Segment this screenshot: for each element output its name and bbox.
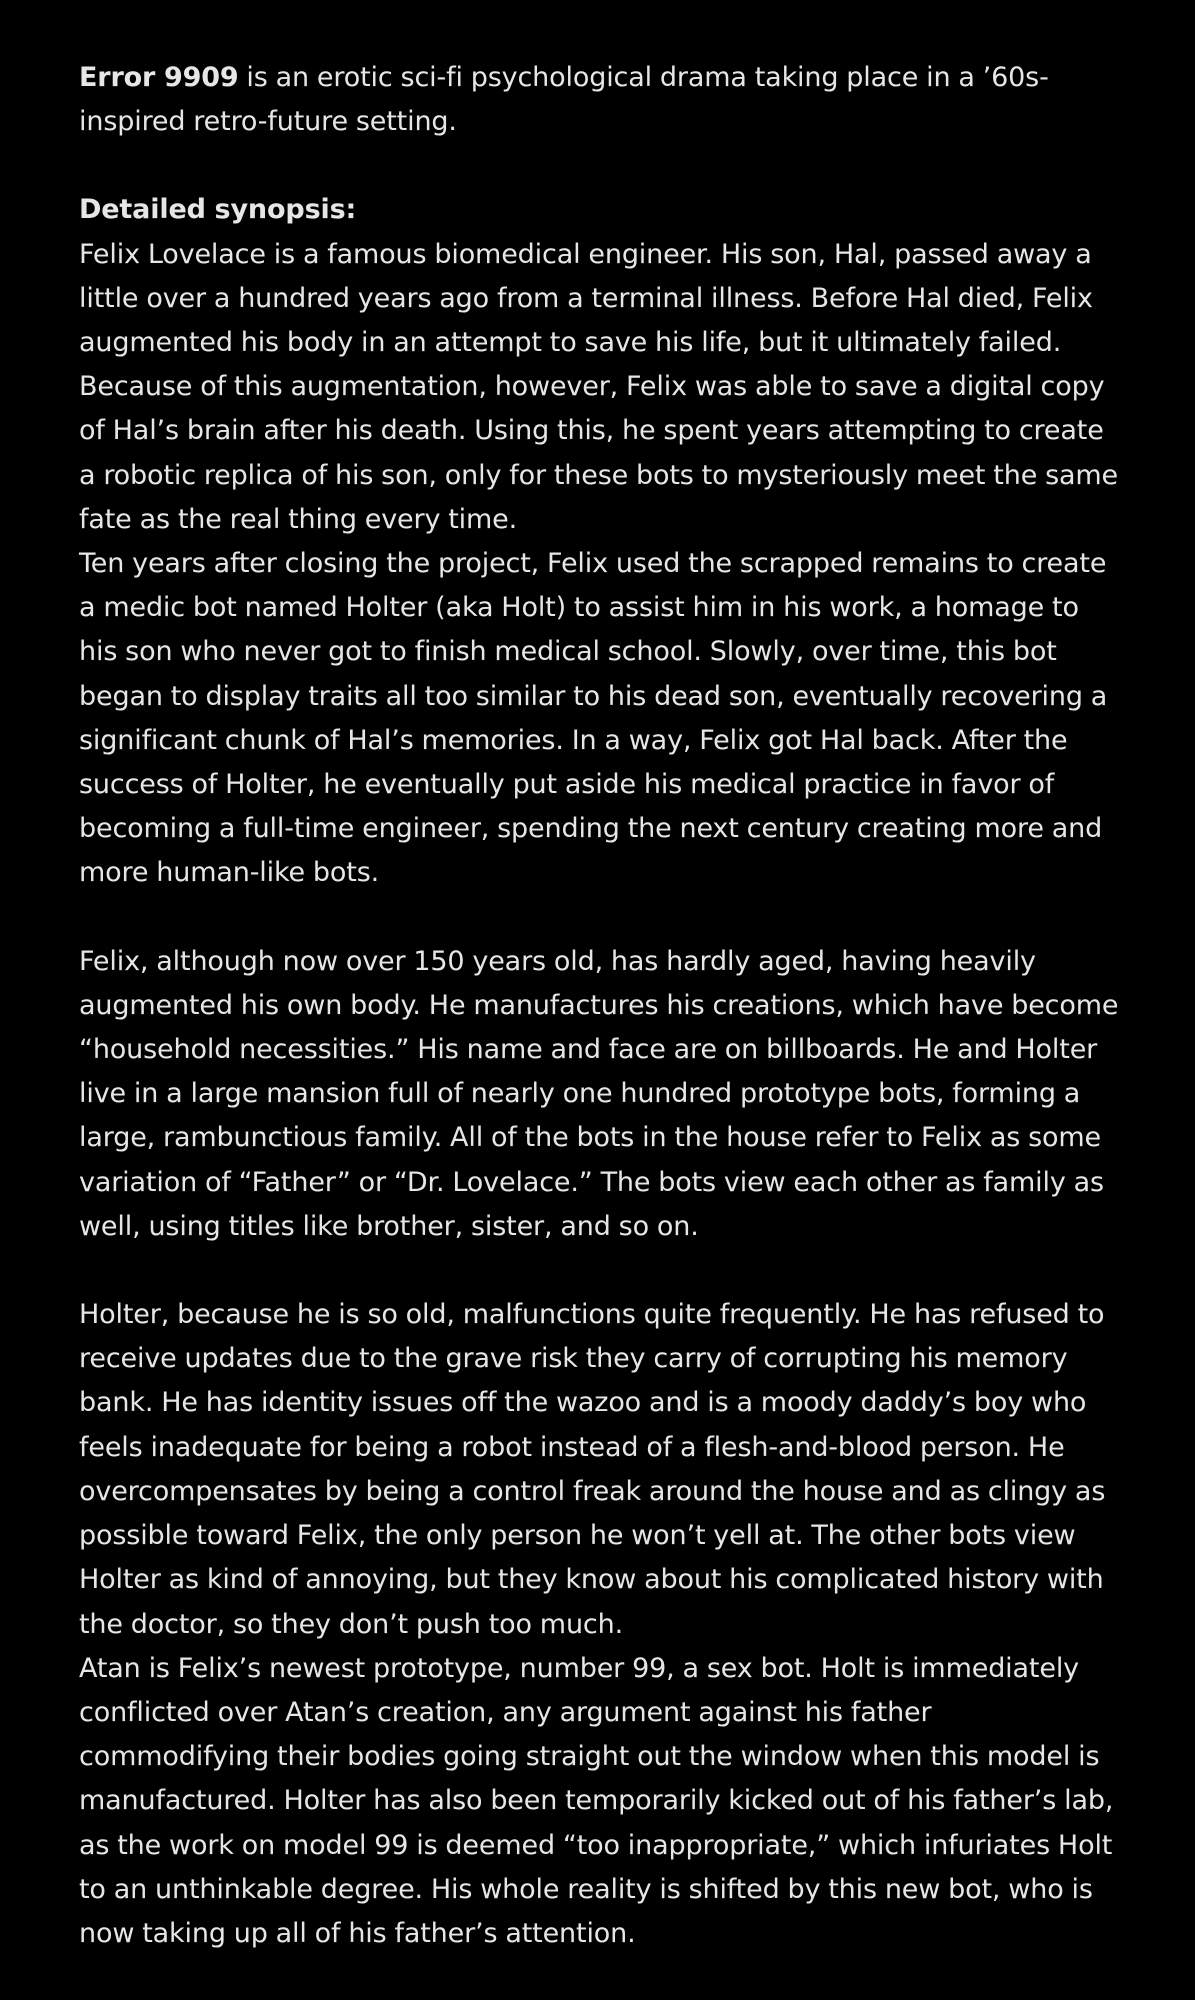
paragraph-gap <box>79 1249 1119 1293</box>
synopsis-paragraph-5: Atan is Felix’s newest prototype, number 99, a sex bot. Holt is immediately conflicted over Atan’s creation, any argument against his father commodifying their bodies going straight out the window when this model is manufactured. Holter has also been temporarily kicked out of his father’s lab, as the work on model 99 is deemed “too inappropriate,” which infuriates Holt to an unthinkable degree. His whole reality is shifted by this new bot, who is now taking up all of his father’s attention. <box>79 1652 1114 1949</box>
paragraph-gap <box>79 896 1119 940</box>
synopsis-paragraph-1: Felix Lovelace is a famous biomedical engineer. His son, Hal, passed away a little over a hundred years ago from a terminal illness. Before Hal died, Felix augmented his body in an attempt to save his life, but it ultimately failed. Because of this augmentation, however, Felix was able to save a digital copy of Hal’s brain after his death. Using this, he spent years attempting to create a robotic replica of his son, only for these bots to mysteriously meet the same fate as the real thing every time. <box>79 238 1119 535</box>
synopsis-paragraph-4: Holter, because he is so old, malfunctions quite frequently. He has refused to receive updates due to the grave risk they carry of corrupting his memory bank. He has identity issues off the wazoo and is a moody daddy’s boy who feels inadequate for being a robot instead of a flesh-and-blood person. He overcompensates by being a control freak around the house and as clingy as possible toward Felix, the only person he won’t yell at. The other bots view Holter as kind of annoying, but they know about his complicated history with the doctor, so they don’t push too much. <box>79 1299 1106 1640</box>
synopsis-paragraph-2: Ten years after closing the project, Felix used the scrapped remains to create a medic bot named Holter (aka Holt) to assist him in his work, a homage to his son who never got to finish medical school. Slowly, over time, this bot began to display traits all too similar to his dead son, eventually recovering a significant chunk of Hal’s memories. In a way, Felix got Hal back. After the success of Holter, he eventually put aside his medical practice in favor of becoming a full-time engineer, spending the next century creating more and more human-like bots. <box>79 548 1108 889</box>
document-body <box>79 56 1119 1956</box>
synopsis-paragraph-3: Felix, although now over 150 years old, has hardly aged, having heavily augmented his own body. He manufactures his creations, which have become “household necessities.” His name and face are on billboards. He and Holter live in a large mansion full of nearly one hundred prototype bots, forming a large, rambunctious family. All of the bots in the house refer to Felix as some variation of “Father” or “Dr. Lovelace.” The bots view each other as family as well, using titles like brother, sister, and so on. <box>79 945 1119 1242</box>
intro-paragraph <box>79 56 1119 144</box>
synopsis-heading: Detailed synopsis: <box>79 194 357 226</box>
intro-text: is an erotic sci-fi psychological drama taking place in a ’60s-inspired retro-future setting. <box>79 62 1049 138</box>
paragraph-gap <box>79 144 1119 188</box>
story-title: Error 9909 <box>79 62 239 93</box>
